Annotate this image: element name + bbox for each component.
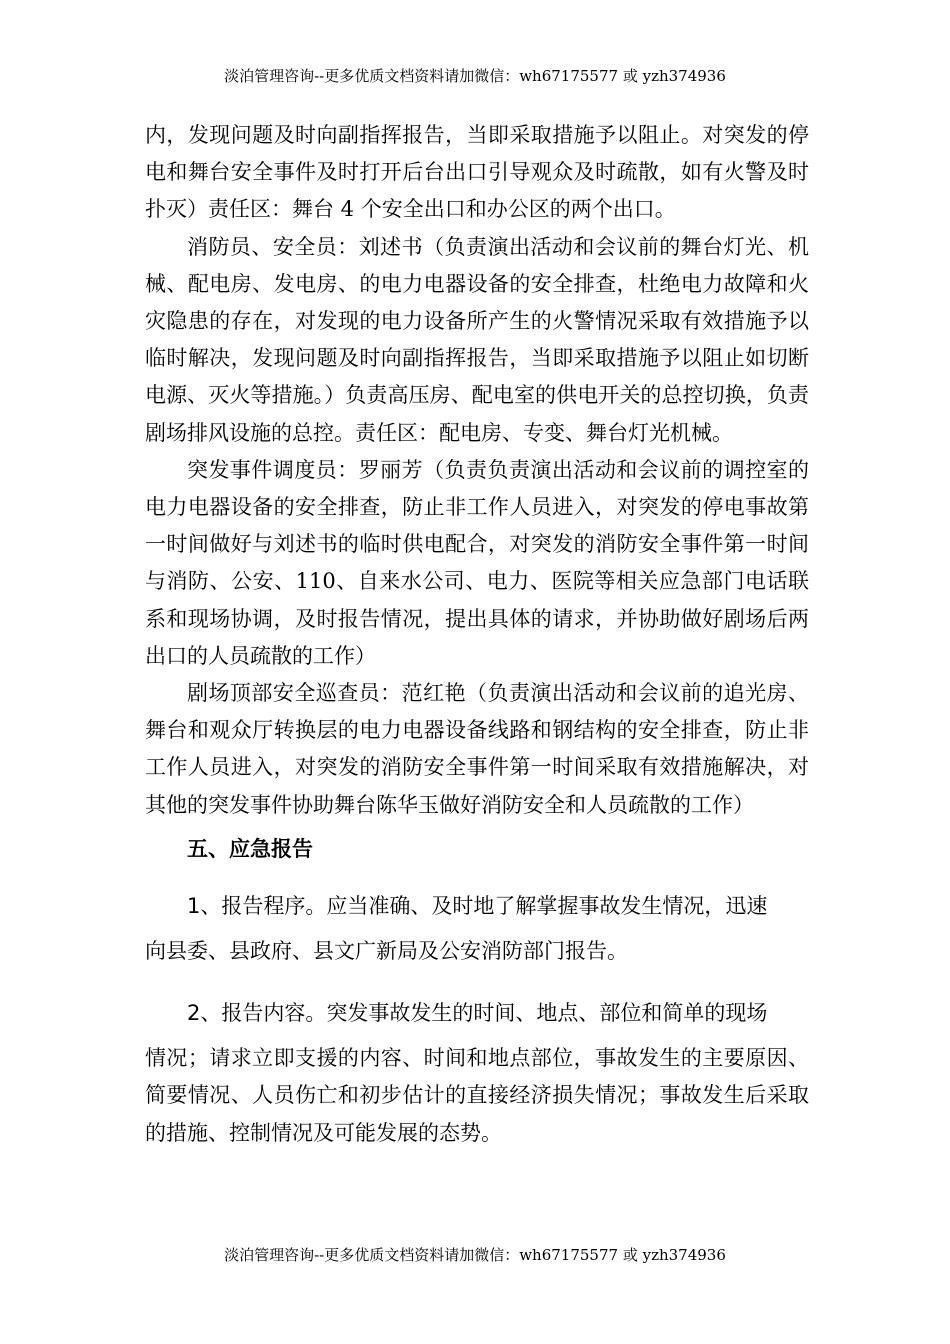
- document-body: [145, 117, 809, 1152]
- paragraph-exit-duties: 内，发现问题及时向副指挥报告，当即采取措施予以阻止。对突发的停电和舞台安全事件及时打开后台出口引导观众及时疏散，如有火警及时扑灭）责任区：舞台 4 个安全出口和办公区的两个出口。: [145, 123, 809, 222]
- report-content-tail: 情况；请求立即支援的内容、时间和地点部位，事故发生的主要原因、简要情况、人员伤亡和初步估计的直接经济损失情况；事故发生后采取的措施、控制情况及可能发展的态势。: [145, 1046, 809, 1145]
- paragraph-emergency-dispatcher: 突发事件调度员：罗丽芳（负责负责演出活动和会议前的调控室的电力电器设备的安全排查，防止非工作人员进入，对突发的停电事故第一时间做好与刘述书的临时供电配合，对突发的消防安全事件第一时间与消防、公安、110、自来水公司、电力、医院等相关应急部门电话联系和现场协调，及时报告情况，提出具体的请求，并协助做好剧场后两出口的人员疏散的工作）: [145, 457, 809, 668]
- report-content-lead: 2、报告内容。突发事故发生的时间、地点、部位和简单的现场: [187, 1001, 768, 1026]
- report-procedure-tail: 向县委、县政府、县文广新局及公安消防部门报告。: [145, 939, 628, 964]
- page-footer: 淡泊管理咨询--更多优质文档资料请加微信：wh67175577 或 yzh374936: [224, 1246, 726, 1264]
- report-procedure-lead: 1、报告程序。应当准确、及时地了解掌握事故发生情况，迅速: [187, 894, 768, 919]
- paragraph-roof-patrol: 剧场顶部安全巡查员：范红艳（负责演出活动和会议前的追光房、舞台和观众厅转换层的电力电器设备线路和钢结构的安全排查，防止非工作人员进入，对突发的消防安全事件第一时间采取有效措施解决，对其他的突发事件协助舞台陈华玉做好消防安全和人员疏散的工作）: [145, 681, 809, 817]
- section-heading-emergency-report: 五、应急报告: [187, 835, 313, 861]
- paragraph-fire-safety-officer: 消防员、安全员：刘述书（负责演出活动和会议前的舞台灯光、机械、配电房、发电房、的电力电器设备的安全排查，杜绝电力故障和火灾隐患的存在，对发现的电力设备所产生的火警情况采取有效措施予以临时解决，发现问题及时向副指挥报告，当即采取措施予以阻止如切断电源、灭火等措施。）负责高压房、配电室的供电开关的总控切换，负责剧场排风设施的总控。责任区：配电房、专变、舞台灯光机械。: [145, 234, 809, 445]
- page-header: 淡泊管理咨询--更多优质文档资料请加微信：wh67175577 或 yzh374936: [224, 67, 726, 85]
